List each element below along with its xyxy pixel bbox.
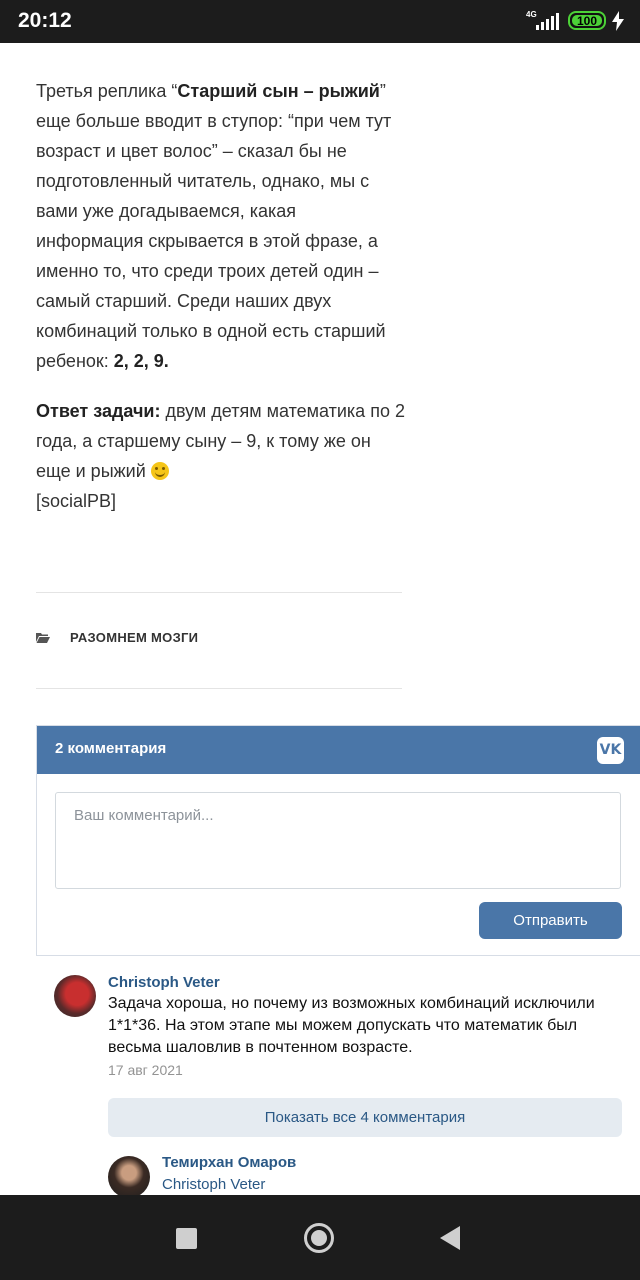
reply-author[interactable]: Темирхан Омаров bbox=[162, 1154, 297, 1171]
recent-apps-icon[interactable] bbox=[176, 1228, 197, 1249]
folder-open-icon bbox=[36, 632, 50, 643]
article-body bbox=[36, 76, 408, 536]
shortcode-text: [socialPB] bbox=[36, 491, 117, 511]
avatar[interactable] bbox=[108, 1156, 150, 1198]
signal-icon bbox=[534, 12, 560, 30]
comment-author[interactable]: Christoph Veter bbox=[108, 974, 220, 991]
charging-icon bbox=[612, 11, 624, 31]
vk-comments-widget bbox=[36, 725, 640, 956]
vk-widget-header bbox=[37, 726, 640, 774]
vk-logo-icon[interactable]: VK bbox=[597, 737, 624, 764]
home-icon[interactable] bbox=[304, 1223, 334, 1253]
comments-count: 2 комментария bbox=[55, 740, 167, 757]
reply-item bbox=[108, 1154, 622, 1194]
comment-input[interactable] bbox=[55, 792, 621, 889]
divider bbox=[36, 592, 402, 593]
article-paragraph: Третья реплика “Старший сын – рыжий” еще больше вводит в ступор: “при чем тут возраст и цвет волос” – сказал бы не подготовленный читатель, однако, мы с вами уже догадываемся, какая информация скрывается в этой фразе, а именно то, что среди троих детей один – самый старший. Среди наших двух комбинаций только в одной есть старший ребенок: 2, 2, 9. bbox=[36, 81, 392, 371]
status-bar bbox=[0, 0, 640, 43]
answer-combination: 2, 2, 9. bbox=[113, 351, 169, 371]
send-button[interactable]: Отправить bbox=[479, 902, 622, 939]
status-time: 20:12 bbox=[18, 9, 72, 32]
battery-level: 100 bbox=[572, 15, 602, 26]
navigation-bar bbox=[0, 1195, 640, 1280]
avatar[interactable] bbox=[54, 975, 96, 1017]
network-type: 4G bbox=[526, 10, 537, 19]
divider bbox=[36, 688, 402, 689]
comment-date[interactable]: 17 авг 2021 bbox=[108, 1062, 183, 1078]
answer-label: Ответ задачи: bbox=[36, 401, 161, 421]
answer-paragraph: Ответ задачи: двум детям математика по 2 года, а старшему сыну – 9, к тому же он еще и рыжий [socialPB] bbox=[36, 401, 405, 511]
battery-icon bbox=[568, 11, 606, 30]
reply-to-link[interactable]: Christoph Veter bbox=[162, 1176, 266, 1193]
smile-emoji-icon bbox=[151, 462, 169, 480]
category-link[interactable]: РАЗОМНЕМ МОЗГИ bbox=[70, 630, 199, 645]
highlight-phrase: Старший сын – рыжий bbox=[177, 81, 380, 101]
show-all-comments-button[interactable]: Показать все 4 комментария bbox=[108, 1098, 622, 1137]
back-icon[interactable] bbox=[440, 1226, 460, 1250]
comment-text: Задача хороша, но почему из возможных комбинаций исключили 1*1*36. На этом этапе мы можем допускать что математик был весьма шаловлив в почтенном возрасте. bbox=[108, 995, 595, 1056]
